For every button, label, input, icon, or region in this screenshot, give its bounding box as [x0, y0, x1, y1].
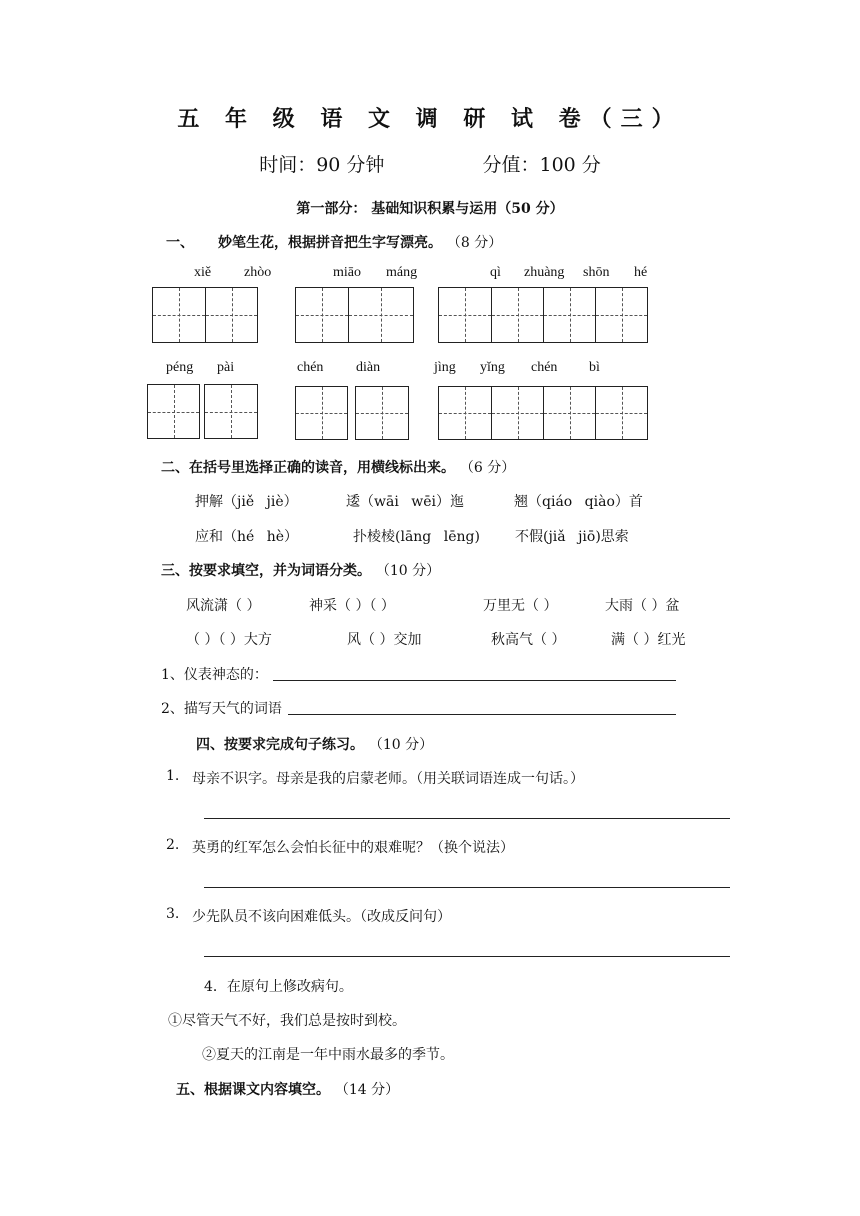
- pinyin: qì: [490, 265, 501, 280]
- pinyin: miāo: [333, 265, 361, 280]
- pinyin: zhuàng: [524, 265, 565, 280]
- reading-item: 应和（hé hè）: [195, 529, 299, 545]
- exam-title: 五 年 级 语 文 调 研 试 卷（三）: [177, 106, 683, 132]
- section-3-heading: [161, 560, 440, 580]
- pinyin: diàn: [356, 360, 381, 375]
- pinyin: jìng: [434, 360, 456, 375]
- classify-question-2: 2、描写天气的词语: [161, 701, 282, 717]
- section-1-points: （8 分）: [446, 235, 503, 251]
- writing-grid[interactable]: [355, 386, 409, 440]
- reading-item: 逶（wāi wēi）迤: [346, 494, 465, 510]
- section-2-points: （6 分）: [459, 460, 516, 476]
- section-2-heading: [161, 457, 515, 477]
- fill-word: 风流潇（ ）: [186, 598, 261, 614]
- fill-word: 神采（ ）（ ）: [309, 598, 395, 614]
- writing-grid[interactable]: [147, 384, 200, 439]
- section-5-title: 五、根据课文内容填空。: [176, 1082, 330, 1098]
- sentence-question-2: 英勇的红军怎么会怕长征中的艰难呢？（换个说法）: [192, 840, 514, 856]
- writing-grid[interactable]: [438, 386, 648, 440]
- pinyin: zhòo: [244, 265, 272, 280]
- section-1-heading: [218, 232, 502, 252]
- section-1-title: 妙笔生花，根据拼音把生字写漂亮。: [218, 235, 442, 251]
- sentence-question-3: 少先队员不该向困难低头。（改成反问句）: [192, 909, 451, 925]
- section-5-heading: [176, 1079, 399, 1099]
- answer-line[interactable]: [204, 818, 730, 819]
- part-one-heading: 第一部分： 基础知识积累与运用（50 分）: [296, 201, 564, 217]
- writing-grid[interactable]: [152, 287, 258, 343]
- sentence-question-4: 4．在原句上修改病句。: [204, 979, 353, 995]
- writing-grid[interactable]: [204, 384, 258, 439]
- writing-grid[interactable]: [295, 386, 348, 440]
- writing-grid[interactable]: [295, 287, 414, 343]
- fill-word: 万里无（ ）: [483, 598, 558, 614]
- pinyin: yǐng: [480, 360, 505, 375]
- section-4-heading: [196, 734, 433, 754]
- pinyin: shōn: [583, 265, 610, 280]
- question-number: 1.: [166, 768, 180, 784]
- question-number: 3.: [166, 906, 180, 922]
- pinyin: chén: [297, 360, 324, 375]
- section-2-title: 二、在括号里选择正确的读音，用横线标出来。: [161, 460, 455, 476]
- section-4-points: （10 分）: [368, 737, 434, 753]
- answer-line[interactable]: [273, 680, 676, 681]
- section-5-points: （14 分）: [334, 1082, 400, 1098]
- pinyin: máng: [386, 265, 418, 280]
- section-3-points: （10 分）: [375, 563, 441, 579]
- exam-subtitle: [0, 150, 860, 177]
- reading-item: 押解（jiě jiè）: [195, 494, 298, 510]
- reading-item: 扑棱棱(lāng lēng): [353, 529, 480, 545]
- writing-grid[interactable]: [438, 287, 648, 343]
- faulty-sentence-2: ②夏天的江南是一年中雨水最多的季节。: [202, 1047, 454, 1063]
- fill-word: 风（ ）交加: [347, 632, 422, 648]
- section-4-title: 四、按要求完成句子练习。: [196, 737, 364, 753]
- section-1-number: 一、: [166, 235, 194, 251]
- answer-line[interactable]: [204, 887, 730, 888]
- pinyin: chén: [531, 360, 558, 375]
- pinyin: hé: [634, 265, 648, 280]
- pinyin: xiě: [194, 265, 212, 280]
- fill-word: 满（ ）红光: [611, 632, 686, 648]
- classify-question-1: 1、仪表神态的：: [161, 667, 268, 683]
- sentence-question-1: 母亲不识字。母亲是我的启蒙老师。（用关联词语连成一句话。）: [192, 771, 584, 787]
- fill-word: 大雨（ ）盆: [605, 598, 680, 614]
- reading-item: 不假(jiǎ jiō)思索: [515, 529, 629, 545]
- faulty-sentence-1: ①尽管天气不好，我们总是按时到校。: [168, 1013, 406, 1029]
- answer-line[interactable]: [288, 714, 676, 715]
- fill-word: 秋高气（ ）: [491, 632, 566, 648]
- reading-item: 翘（qiáo qiào）首: [514, 494, 643, 510]
- pinyin: péng: [166, 360, 194, 375]
- exam-time: 时间：90 分钟: [259, 154, 385, 176]
- pinyin: bì: [589, 360, 600, 375]
- answer-line[interactable]: [204, 956, 730, 957]
- question-number: 2.: [166, 837, 180, 853]
- exam-score: 分值：100 分: [482, 154, 601, 176]
- pinyin: pài: [217, 360, 235, 375]
- section-3-title: 三、按要求填空，并为词语分类。: [161, 563, 371, 579]
- fill-word: （ ）（ ）大方: [186, 632, 272, 648]
